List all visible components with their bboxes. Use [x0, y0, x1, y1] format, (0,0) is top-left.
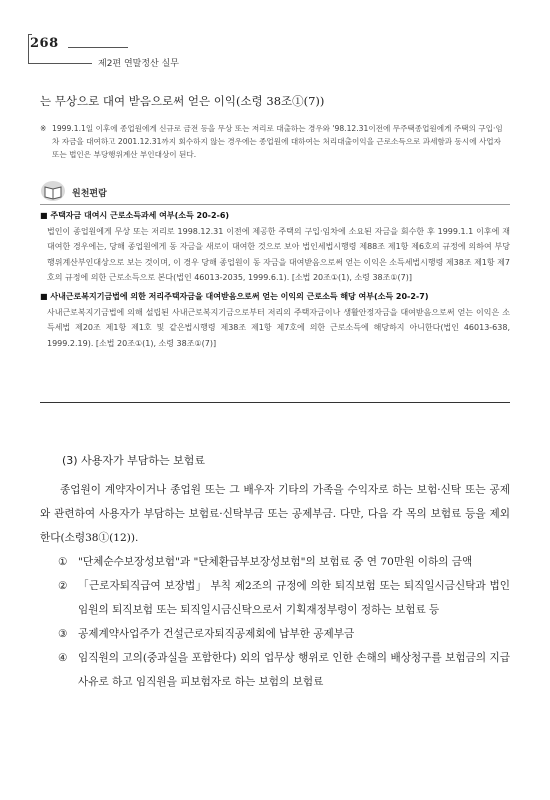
list-item-number: ③	[58, 628, 68, 640]
chapter-title: 제2편 연말정산 실무	[98, 59, 180, 69]
reference-bottom-rule	[40, 402, 510, 403]
reference-box	[40, 208, 510, 354]
note-marker: ※	[40, 124, 47, 133]
note-paragraph	[40, 122, 510, 161]
list-item-text: 임직원의 고의(중과실을 포함한다) 외의 업무상 행위로 인한 손해의 배상청구를 보험금의 지급사유로 하고 임직원을 피보험자로 하는 보험의 보험료	[78, 652, 511, 688]
page-number: 268	[30, 36, 59, 51]
list-item-number: ②	[58, 580, 68, 592]
reference-caption: 원천편람	[72, 189, 107, 199]
list-item	[40, 646, 510, 694]
section-intro: 종업원이 계약자이거나 종업원 또는 그 배우자 기타의 가족을 수익자로 하는 보험·신탁 또는 공제와 관련하여 사용자가 부담하는 보험료·신탁부금 또는 공제부금. 다만, 다음 각 목의 보험료 등을 제외한다(소령38①(12)).	[40, 484, 510, 544]
list-item-text: 「근로자퇴직급여 보장법」 부칙 제2조의 규정에 의한 퇴직보험 또는 퇴직일시금신탁과 법인임원의 퇴직보험 또는 퇴직일시금신탁으로서 기획재정부령이 정하는 보험료 등	[78, 580, 510, 616]
list-item	[40, 574, 510, 622]
list-item	[40, 622, 510, 646]
reference-top-rule	[40, 204, 510, 205]
section-title: (3) 사용자가 부담하는 보험료	[62, 454, 205, 467]
note-text: 1999.1.1일 이후에 종업원에게 신규로 금전 등을 무상 또는 저리로 대출하는 경우와 '98.12.31이전에 무주택종업원에게 주택의 구입·임차 자금을 대여하고 2001.12.31까지 회수하지 않는 경우에는 종업원에 대하여는 처리대출이익을 근로소득으로 과세함과 동시에 사업자 또는 법인은 부당행위계산 부인대상이 된다.	[52, 124, 503, 159]
header-underline	[28, 63, 92, 64]
list-item-number: ①	[58, 556, 68, 568]
section-body	[40, 478, 510, 694]
list-item-text: "단체순수보장성보험"과 "단체환급부보장성보험"의 보험료 중 연 70만원 이하의 금액	[78, 556, 473, 568]
list-item	[40, 550, 510, 574]
list-item-text: 공제계약사업주가 건설근로자퇴직공제회에 납부한 공제부금	[78, 628, 355, 640]
reference-item	[40, 289, 510, 351]
reference-item	[40, 208, 510, 286]
header-rule	[68, 47, 128, 48]
header-corner-bar	[28, 34, 29, 64]
reference-item-body: 사내근로복지기금법에 의해 설립된 사내근로복지기금으로부터 저리의 주택자금이나 생활안정자금을 대여받음으로써 얻는 이익은 소득세법 제20조 제1항 제1호 및 같은법시행령 제38조 제1항 제7호에 의한 근로소득에 해당하지 아니한다(법인 46013-638, 1999.2.19). [소법 20조①(1), 소령 38조①(7)]	[47, 307, 510, 348]
list-item-number: ④	[58, 652, 68, 664]
book-icon	[40, 180, 66, 202]
reference-item-heading: ■ 사내근로복지기금법에 의한 저리주택자금을 대여받음으로써 얻는 이익의 근로소득 해당 여부(소득 20-2-7)	[40, 291, 429, 301]
reference-item-body: 법인이 종업원에게 무상 또는 저리로 1998.12.31 이전에 제공한 주택의 구입·임차에 소요된 자금을 회수한 후 1999.1.1 이후에 재대여한 경우에는, 당해 종업원에게 동 자금을 새로이 대여한 것으로 보아 법인세법시행령 제88조 제1항 제6호의 규정에 의하여 부당행위계산부인대상으로 보는 것이며, 이 경우 당해 종업원이 동 자금을 대여받음으로써 얻는 이익은 소득세법시행령 제38조 제1항 제7호의 규정에 의한 근로소득으로 본다(법인 46013-2035, 1999.6.1). [소법 20조①(1), 소령 38조①(7)]	[47, 226, 510, 283]
subheading: 는 무상으로 대여 받음으로써 얻은 이익(소령 38조①(7))	[40, 94, 325, 108]
reference-item-heading: ■ 주택자금 대여시 근로소득과세 여부(소득 20-2-6)	[40, 211, 230, 220]
